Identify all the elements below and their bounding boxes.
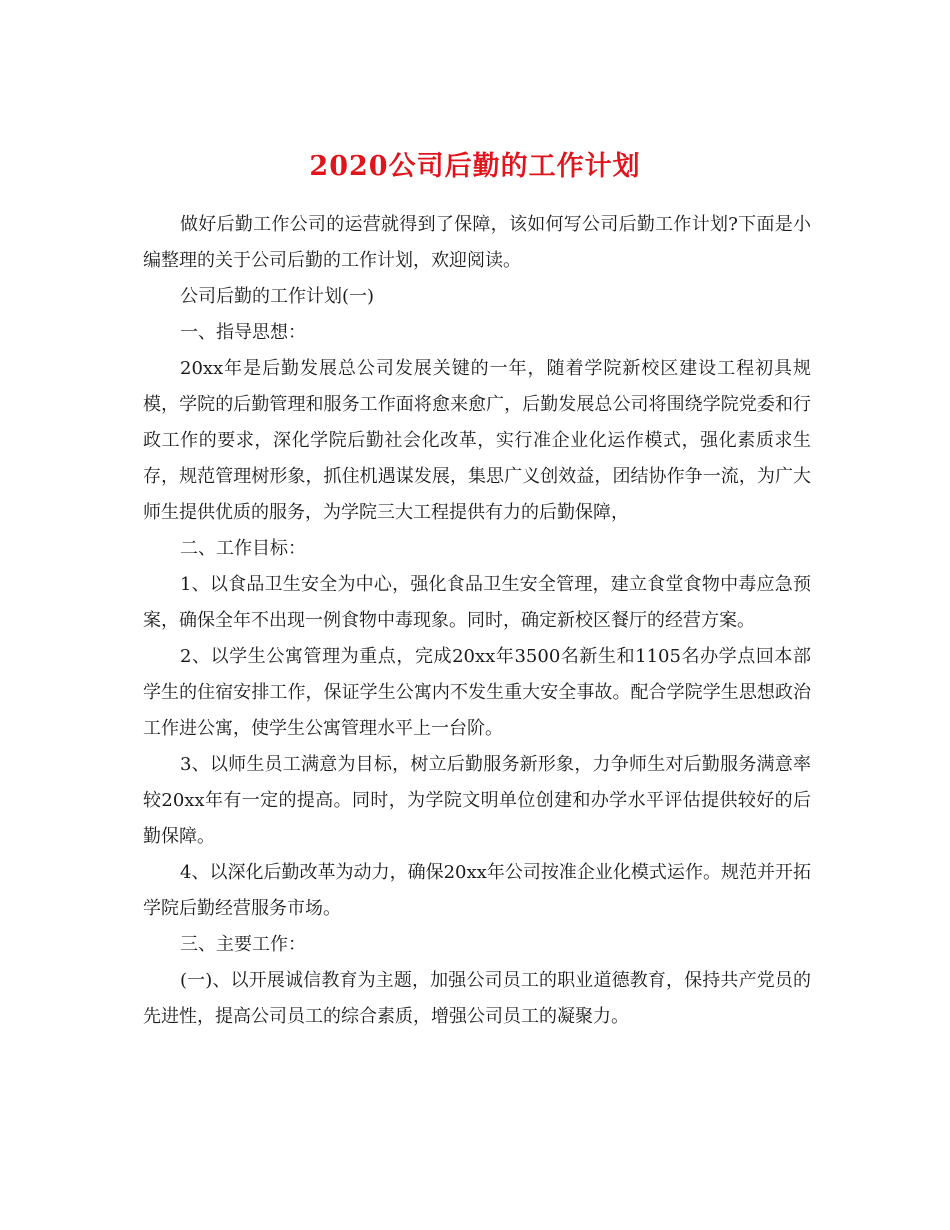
paragraph-main-work-1: (一)、以开展诚信教育为主题，加强公司员工的职业道德教育，保持共产党员的先进性，提高公司员工的综合素质，增强公司员工的凝聚力。: [143, 970, 811, 1027]
paragraph-goal-4: 4、以深化后勤改革为动力，确保20xx年公司按准企业化模式运作。规范并开拓学院后勤经营服务市场。: [143, 862, 811, 919]
section-heading-work-goals: 二、工作目标：: [180, 538, 306, 559]
section-heading-plan-one: 公司后勤的工作计划(一): [180, 286, 375, 307]
section-heading-guiding-thought: 一、指导思想：: [180, 322, 306, 343]
paragraph-goal-2: 2、以学生公寓管理为重点，完成20xx年3500名新生和1105名办学点回本部学生的住宿安排工作，保证学生公寓内不发生重大安全事故。配合学院学生思想政治工作进公寓，使学生公寓管理水平上一台阶。: [143, 646, 811, 739]
document-body: [143, 207, 811, 1035]
document-title: 2020公司后勤的工作计划: [309, 151, 641, 183]
paragraph-guiding-thought: 20xx年是后勤发展总公司发展关键的一年，随着学院新校区建设工程初具规模，学院的后勤管理和服务工作面将愈来愈广，后勤发展总公司将围绕学院党委和行政工作的要求，深化学院后勤社会化改革，实行准企业化运作模式，强化素质求生存，规范管理树形象，抓住机遇谋发展，集思广义创效益，团结协作争一流，为广大师生提供优质的服务，为学院三大工程提供有力的后勤保障，: [143, 358, 811, 523]
paragraph-goal-3: 3、以师生员工满意为目标，树立后勤服务新形象，力争师生对后勤服务满意率较20xx年有一定的提高。同时，为学院文明单位创建和办学水平评估提供较好的后勤保障。: [143, 754, 811, 847]
paragraph-goal-1: 1、以食品卫生安全为中心，强化食品卫生安全管理，建立食堂食物中毒应急预案，确保全年不出现一例食物中毒现象。同时，确定新校区餐厅的经营方案。: [143, 574, 811, 631]
section-heading-main-work: 三、主要工作：: [180, 934, 306, 955]
paragraph-intro: 做好后勤工作公司的运营就得到了保障，该如何写公司后勤工作计划?下面是小编整理的关于公司后勤的工作计划，欢迎阅读。: [143, 214, 811, 271]
